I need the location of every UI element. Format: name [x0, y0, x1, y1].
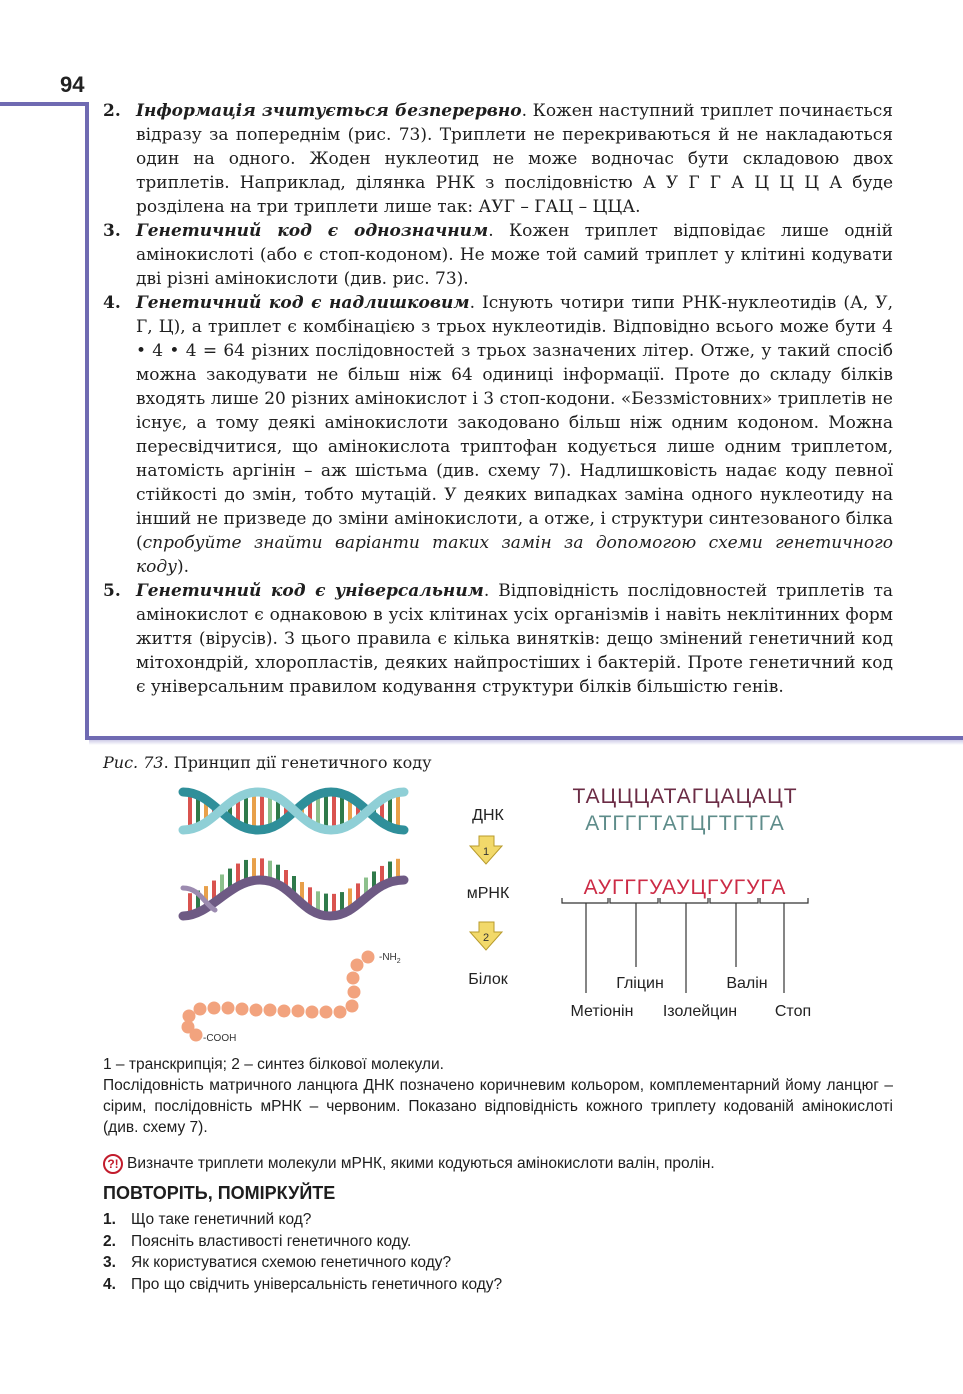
item-number: 3.	[103, 221, 121, 241]
amino-glycine: Гліцин	[616, 975, 664, 992]
figure-caption-text: . Принцип дії генетичного коду	[163, 753, 432, 772]
amino-acid-bead	[292, 1005, 305, 1018]
review-number: 2.	[103, 1232, 116, 1250]
review-title: ПОВТОРІТЬ, ПОМІРКУЙТЕ	[103, 1183, 336, 1203]
list-item	[103, 219, 893, 291]
item-text	[136, 219, 893, 291]
amino-acid-bead	[278, 1005, 291, 1018]
nh2-label: $-NH_2$	[379, 952, 401, 965]
amino-acid-bead	[250, 1004, 263, 1017]
dna-coding-sequence: АТГГГТАТЦГТГТГА	[585, 812, 785, 835]
amino-acid-bead	[351, 959, 364, 972]
arrow-translation	[470, 922, 502, 950]
item-body: . Відповідність послідовностей триплетів та амінокислот є однаковою в усіх клітинах усіх організмів і навіть неклітинних форм життя (вірусів). З цього правила є кілька винятків: дещо змінений генетичний код мітохондрій, хлоропластів, деяких найпростіших і бактерій. Проте генетичний код є універсальним правилом кодування структури білків більшістю генів.	[136, 581, 893, 697]
amino-isoleucine: Ізолейцин	[662, 1003, 738, 1020]
item-text	[136, 99, 893, 219]
question-icon: ?!	[103, 1154, 123, 1174]
review-number: 1.	[103, 1211, 116, 1228]
list-item	[103, 291, 893, 579]
legend-colors: Послідовність матричного ланцюга ДНК позначено коричневим кольором, комплементарний йому ланцюг – сірим, послідовність мРНК – червоним. Показано відповідність кожного триплету кодованій амінокислоті (див. схему 7).	[103, 1077, 893, 1136]
legend-steps: 1 – транскрипція; 2 – синтез білкової молекули.	[103, 1056, 444, 1073]
codon-brackets	[562, 898, 808, 993]
question-text: Визначте триплети молекули мРНК, якими кодуються амінокислоти валін, пролін.	[127, 1155, 715, 1172]
review-text: Про що свідчить універсальність генетичного коду?	[131, 1275, 503, 1293]
amino-acid-bead	[222, 1002, 235, 1015]
mrna-strand	[183, 858, 404, 916]
amino-acid-bead	[236, 1003, 249, 1016]
amino-methionine: Метіонін	[570, 1003, 634, 1020]
review-text: Поясніть властивості генетичного коду.	[131, 1232, 412, 1250]
item-body: . Кожен наступний триплет починається відразу за попереднім (рис. 73). Триплети не перекриваються й не накладаються один на одного. Жоден нуклеотид не може водночас бути складовою двох триплетів. Наприклад, ділянка РНК з послідовністю А У Г Г А Ц Ц Ц А буде розділена на три триплети лише так: АУГ – ГАЦ – ЦЦА.	[136, 101, 893, 217]
arrow-transcription	[470, 836, 502, 864]
amino-acid-bead	[183, 1010, 196, 1023]
amino-acid-bead	[348, 986, 361, 999]
dna-label: ДНК	[472, 807, 504, 824]
review-number: 4.	[103, 1275, 116, 1293]
amino-acid-bead	[347, 972, 360, 985]
figure-caption	[103, 753, 432, 772]
review-text: Що таке генетичний код?	[131, 1211, 312, 1228]
frame-left-bar	[85, 102, 89, 740]
item-lead: Генетичний код є однозначним	[136, 221, 489, 241]
amino-acid-bead	[334, 1006, 347, 1019]
figure-legend	[103, 1054, 893, 1138]
amino-acid-bead	[362, 951, 375, 964]
amino-acid-bead	[264, 1004, 277, 1017]
protein-chain	[182, 951, 375, 1042]
item-body: . Існують чотири типи РНК-нуклеотидів (А, У, Г, Ц), а триплет є комбінацією з трьох нуклеотидів. Відповідно всього може бути 4 • 4 • 4 = 64 різних послідовностей з трьох зазначених літер. Отже, у такий спосіб можна закодувати не більш ніж 64 одиниці інформації. Проте до складу білків входять лише 20 різних амінокислот і 3 стоп-кодони. «Беззмістовних» триплетів не існує, а тому деякі амінокислоти закодовано більш ніж одним кодоном. Можна пересвідчитися, що амінокислота триптофан кодується лише одним триплетом, натомість аргінін – аж шістьма (див. схему 7). Надлишковість надає коду певної стійкості до змін, тобто мутацій. У деяких випадках заміна одного нуклеотиду на інший не призведе до зміни амінокислоти, а отже, і структури синтезованого білка (	[136, 293, 893, 553]
question-block	[103, 1154, 715, 1174]
item-number: 4.	[103, 293, 121, 313]
dna-template-sequence: ТАЦЦЦАТАГЦАЦАЦТ	[572, 785, 798, 808]
amino-stop: Стоп	[774, 1003, 812, 1020]
genetic-code-figure	[0, 775, 963, 1050]
cooh-label: -COOH	[203, 1033, 237, 1044]
mrna-label: мРНК	[466, 885, 510, 902]
review-text: Як користуватися схемою генетичного коду?	[131, 1254, 452, 1271]
item-lead: Інформація зчитується безперервно	[136, 101, 522, 121]
item-number: 2.	[103, 101, 121, 121]
amino-acid-bead	[320, 1006, 333, 1019]
properties-list	[103, 99, 893, 699]
amino-acid-bead	[190, 1029, 203, 1042]
review-list	[103, 1209, 502, 1295]
step-1-number: 1	[482, 846, 490, 858]
protein-label: Білок	[468, 971, 508, 988]
amino-acid-bead	[194, 1003, 207, 1016]
mrna-sequence: АУГГГУАУЦГУГУГА	[583, 876, 787, 899]
frame-shadow	[89, 740, 963, 745]
step-2-number: 2	[482, 932, 490, 944]
amino-valine: Валін	[726, 975, 768, 992]
amino-acid-bead	[208, 1002, 221, 1015]
list-item	[103, 579, 893, 699]
item-body: . Кожен триплет відповідає лише одній амінокислоті (або є стоп-кодоном). Не може той самий триплет у клітині кодувати дві різні амінокислоти (див. рис. 73).	[136, 221, 893, 289]
frame-top-bar	[0, 102, 89, 106]
amino-acid-bead	[346, 1000, 359, 1013]
item-text	[136, 291, 893, 579]
item-number: 5.	[103, 581, 121, 601]
review-number: 3.	[103, 1254, 116, 1271]
item-italic: спробуйте знайти варіанти таких замін за допомогою схеми генетичного коду	[136, 533, 893, 577]
dna-double-helix	[183, 792, 404, 830]
figure-label: Рис. 73	[103, 753, 164, 772]
amino-acid-bead	[306, 1006, 319, 1019]
page-number: 94	[60, 72, 85, 97]
list-item	[103, 1231, 502, 1253]
list-item	[103, 99, 893, 219]
item-tail: ).	[177, 557, 190, 577]
item-lead: Генетичний код є універсальним	[136, 581, 484, 601]
item-text	[136, 579, 893, 699]
list-item	[103, 1274, 502, 1296]
list-item	[103, 1252, 502, 1274]
item-lead: Генетичний код є надлишковим	[136, 293, 470, 313]
list-item	[103, 1209, 502, 1231]
